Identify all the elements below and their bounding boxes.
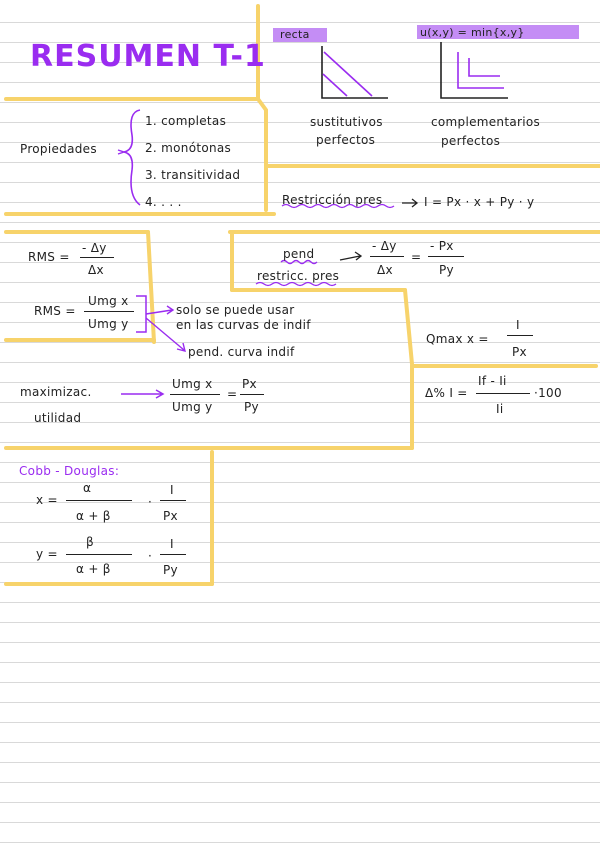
pend-numerator-2: - Px <box>430 239 454 253</box>
pend-denominator-1: Δx <box>377 263 393 277</box>
restriccion-formula: I = Px · x + Py · y <box>424 195 535 209</box>
cobb-y-numerator-2: I <box>170 537 174 551</box>
complementarios-label: complementarios <box>431 115 541 129</box>
page-title: RESUMEN T-1 <box>30 39 266 74</box>
restriccion-label: Restricción pres <box>282 193 383 207</box>
equals-sign: = <box>411 250 422 264</box>
multiply-dot: · <box>148 549 153 563</box>
rms-label: RMS = <box>34 304 76 318</box>
min-function-label: u(x,y) = min{x,y} <box>420 26 525 39</box>
rms-umg-numerator: Umg x <box>88 294 129 308</box>
fraction-line <box>160 554 186 555</box>
fraction-line <box>66 554 132 555</box>
fraction-line <box>84 311 134 312</box>
rms-note-pend: pend. curva indif <box>188 345 295 359</box>
cobb-douglas-label: Cobb - Douglas: <box>19 464 120 478</box>
qmax-numerator: I <box>516 318 520 332</box>
multiply-dot: · <box>148 495 153 509</box>
max-denominator-2: Py <box>244 400 259 414</box>
fraction-line <box>80 257 114 258</box>
complements-graph <box>441 42 508 98</box>
pend-numerator-1: - Δy <box>372 239 397 253</box>
restricc-pres-label: restricc. pres <box>257 269 340 283</box>
variacion-multiplier: ·100 <box>534 386 562 400</box>
cobb-y-denominator-2: Py <box>163 563 178 577</box>
recta-label: recta <box>280 28 310 41</box>
cobb-y-lhs: y = <box>36 547 58 561</box>
rms-note-line-1: solo se puede usar <box>176 303 295 317</box>
arrow-right-icon <box>340 252 361 260</box>
cobb-y-numerator: β <box>86 535 94 549</box>
variacion-label: Δ% I = <box>425 386 468 400</box>
max-denominator-1: Umg y <box>172 400 213 414</box>
cobb-x-denominator: α + β <box>76 509 111 523</box>
propiedad-item: 4. . . . <box>145 195 182 209</box>
variacion-numerator: If - Ii <box>478 374 507 388</box>
rms-note-line-2: en las curvas de indif <box>176 318 311 332</box>
substitutes-graph <box>322 46 388 98</box>
arrow-right-icon <box>121 390 163 398</box>
fraction-line <box>370 256 404 257</box>
max-numerator-1: Umg x <box>172 377 213 391</box>
bracket-icon <box>136 296 146 332</box>
rms-label: RMS = <box>28 250 70 264</box>
fraction-line <box>507 335 533 336</box>
qmax-label: Qmax x = <box>426 332 489 346</box>
propiedades-label: Propiedades <box>20 142 97 156</box>
sustitutivos-label: sustitutivos <box>310 115 383 129</box>
rms-umg-denominator: Umg y <box>88 317 129 331</box>
fraction-line <box>240 394 264 395</box>
cobb-x-denominator-2: Px <box>163 509 178 523</box>
perfectos-label-2: perfectos <box>441 134 501 148</box>
fraction-line <box>160 500 186 501</box>
propiedad-item: 1. completas <box>145 114 227 128</box>
rms-denominator: Δx <box>88 263 104 277</box>
pend-denominator-2: Py <box>439 263 454 277</box>
perfectos-label-1: perfectos <box>316 133 376 147</box>
cobb-x-lhs: x = <box>36 493 58 507</box>
max-numerator-2: Px <box>242 377 257 391</box>
variacion-denominator: Ii <box>496 402 504 416</box>
propiedad-item: 2. monótonas <box>145 141 232 155</box>
brace-icon <box>124 110 140 205</box>
pend-label: pend <box>283 247 315 261</box>
qmax-denominator: Px <box>512 345 527 359</box>
cobb-x-numerator: α <box>83 481 92 495</box>
fraction-line <box>476 393 530 394</box>
cobb-y-denominator: α + β <box>76 562 111 576</box>
arrow-right-icon <box>402 199 417 207</box>
rms-numerator: - Δy <box>82 241 107 255</box>
equals-sign: = <box>227 387 238 401</box>
fraction-line <box>66 500 132 501</box>
maximizacion-label-2: utilidad <box>34 411 82 425</box>
cobb-x-numerator-2: I <box>170 483 174 497</box>
arrow-right-icon <box>146 306 173 314</box>
fraction-line <box>428 256 464 257</box>
propiedad-item: 3. transitividad <box>145 168 241 182</box>
maximizacion-label-1: maximizac. <box>20 385 92 399</box>
fraction-line <box>170 394 220 395</box>
